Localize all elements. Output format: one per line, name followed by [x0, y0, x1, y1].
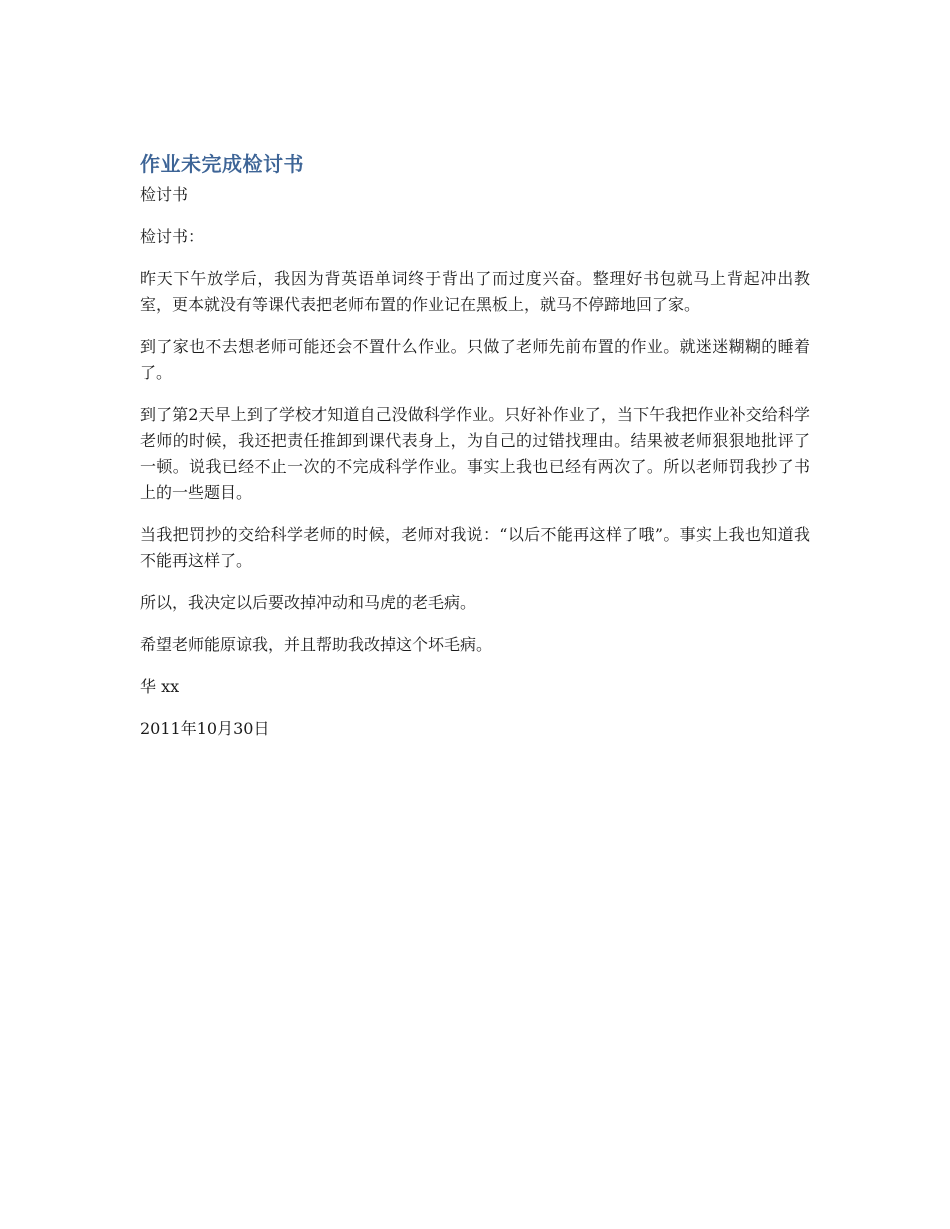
- body-paragraph-4: 当我把罚抄的交给科学老师的时候，老师对我说：“以后不能再这样了哦”。事实上我也知道我不能再这样了。: [140, 525, 810, 570]
- document-page: [140, 148, 810, 758]
- body-paragraph-3: 到了第2天早上到了学校才知道自己没做科学作业。只好补作业了，当下午我把作业补交给科学老师的时候，我还把责任推卸到课代表身上，为自己的过错找理由。结果被老师狠狠地批评了一顿。说我已经不止一次的不完成科学作业。事实上我也已经有两次了。所以老师罚我抄了书上的一些题目。: [140, 405, 810, 502]
- body-paragraph-2: 到了家也不去想老师可能还会不置什么作业。只做了老师先前布置的作业。就迷迷糊糊的睡着了。: [140, 337, 810, 382]
- salutation: 检讨书：: [140, 227, 205, 246]
- body-paragraph-5: 所以，我决定以后要改掉冲动和马虎的老毛病。: [140, 593, 477, 612]
- body-paragraph-6: 希望老师能原谅我，并且帮助我改掉这个坏毛病。: [140, 635, 493, 654]
- signature-name: 华 xx: [140, 677, 180, 696]
- body-paragraph-1: 昨天下午放学后，我因为背英语单词终于背出了而过度兴奋。整理好书包就马上背起冲出教室，更本就没有等课代表把老师布置的作业记在黑板上，就马不停蹄地回了家。: [140, 269, 810, 314]
- document-title: 作业未完成检讨书: [140, 152, 304, 176]
- signature-date: 2011年10月30日: [140, 719, 270, 738]
- document-subtitle: 检讨书: [140, 185, 189, 204]
